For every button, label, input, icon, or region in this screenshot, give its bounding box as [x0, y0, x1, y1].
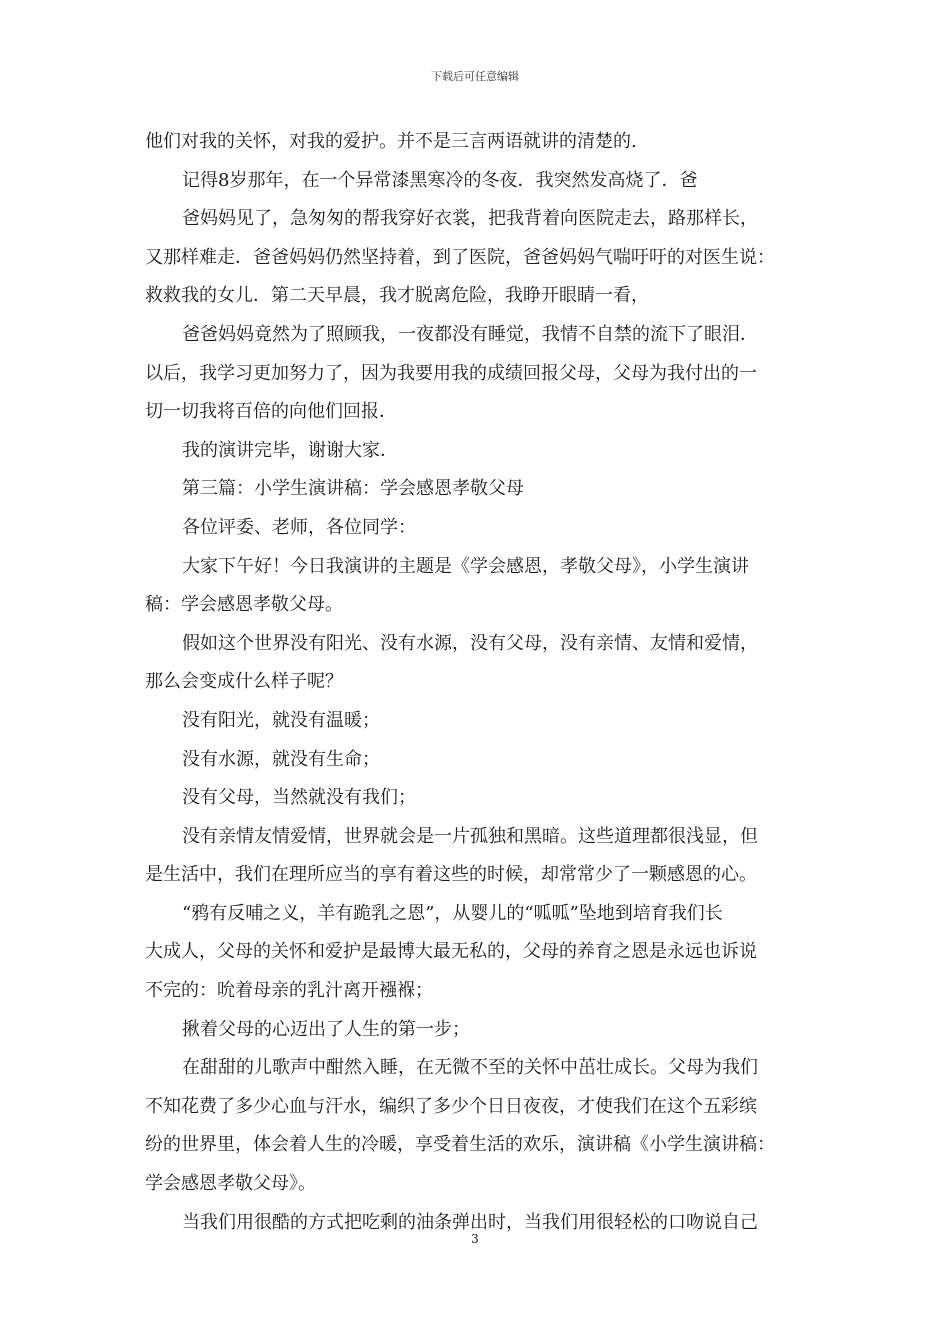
- text-line: 那么会变成什么样子呢？: [145, 671, 343, 693]
- text-line: 在甜甜的儿歌声中酣然入睡，在无微不至的关怀中茁壮成长。父母为我们: [182, 1057, 758, 1079]
- text-line: 爸爸妈妈竟然为了照顾我，一夜都没有睡觉，我情不自禁的流下了眼泪．: [182, 323, 758, 345]
- text-line: 假如这个世界没有阳光、没有水源，没有父母，没有亲情、友情和爱情，: [182, 632, 758, 654]
- text-line: 没有父母，当然就没有我们；: [182, 787, 416, 809]
- text-line: 没有亲情友情爱情，世界就会是一片孤独和黑暗。这些道理都很浅显，但: [182, 825, 758, 847]
- text-line: 当我们用很酷的方式把吃剩的油条弹出时，当我们用很轻松的口吻说自己: [182, 1211, 758, 1233]
- text-line: 他们对我的关怀，对我的爱护。并不是三言两语就讲的清楚的.: [145, 131, 637, 152]
- text-line: 不完的：吮着母亲的乳汁离开襁褓；: [145, 980, 433, 1002]
- text-line: 爸妈妈见了，急匆匆的帮我穿好衣裳，把我背着向医院走去，路那样长，: [182, 208, 758, 230]
- text-line: 我的演讲完毕，谢谢大家．: [182, 439, 398, 461]
- text-line: 大家下午好！今日我演讲的主题是《学会感恩，孝敬父母》，小学生演讲: [182, 555, 749, 577]
- text-line: 没有水源，就没有生命；: [182, 748, 380, 770]
- text-line: 切一切我将百倍的向他们回报．: [145, 401, 397, 423]
- text-line: 没有阳光，就没有温暖；: [182, 709, 380, 731]
- text-line: 各位评委、老师，各位同学：: [182, 516, 416, 538]
- page-number: 3: [471, 1232, 479, 1246]
- document-body: [145, 123, 817, 1242]
- text-line: 稿：学会感恩孝敬父母。: [145, 594, 343, 616]
- text-line: 不知花费了多少心血与汗水，编织了多少个日日夜夜，才使我们在这个五彩缤: [145, 1095, 757, 1117]
- text-line: 纷的世界里，体会着人生的冷暖，享受着生活的欢乐，演讲稿《小学生演讲稿：: [145, 1134, 775, 1156]
- text-line: 以后，我学习更加努力了，因为我要用我的成绩回报父母，父母为我付出的一: [145, 362, 757, 384]
- text-line: 是生活中，我们在理所应当的享有着这些的时候，却常常少了一颗感恩的心。: [145, 864, 757, 886]
- text-line: 又那样难走．爸爸妈妈仍然坚持着，到了医院，爸爸妈妈气喘吁吁的对医生说：: [145, 246, 775, 268]
- text-line: “鸦有反哺之义，羊有跪乳之恩”，从婴儿的“呱呱”坠地到培育我们长: [182, 902, 723, 924]
- text-line: 大成人，父母的关怀和爱护是最博大最无私的，父母的养育之恩是永远也诉说: [145, 941, 757, 963]
- page-header: 下载后可任意编辑: [431, 70, 519, 83]
- text-line: 记得8岁那年，在一个异常漆黑寒冷的冬夜．我突然发高烧了．爸: [182, 169, 698, 191]
- text-line: 揪着父母的心迈出了人生的第一步；: [182, 1018, 470, 1040]
- text-line: 第三篇：小学生演讲稿：学会感恩孝敬父母: [182, 478, 524, 500]
- text-line: 救救我的女儿．第二天早晨，我才脱离危险，我睁开眼睛一看，: [145, 285, 649, 307]
- text-line: 学会感恩孝敬父母》。: [145, 1173, 316, 1195]
